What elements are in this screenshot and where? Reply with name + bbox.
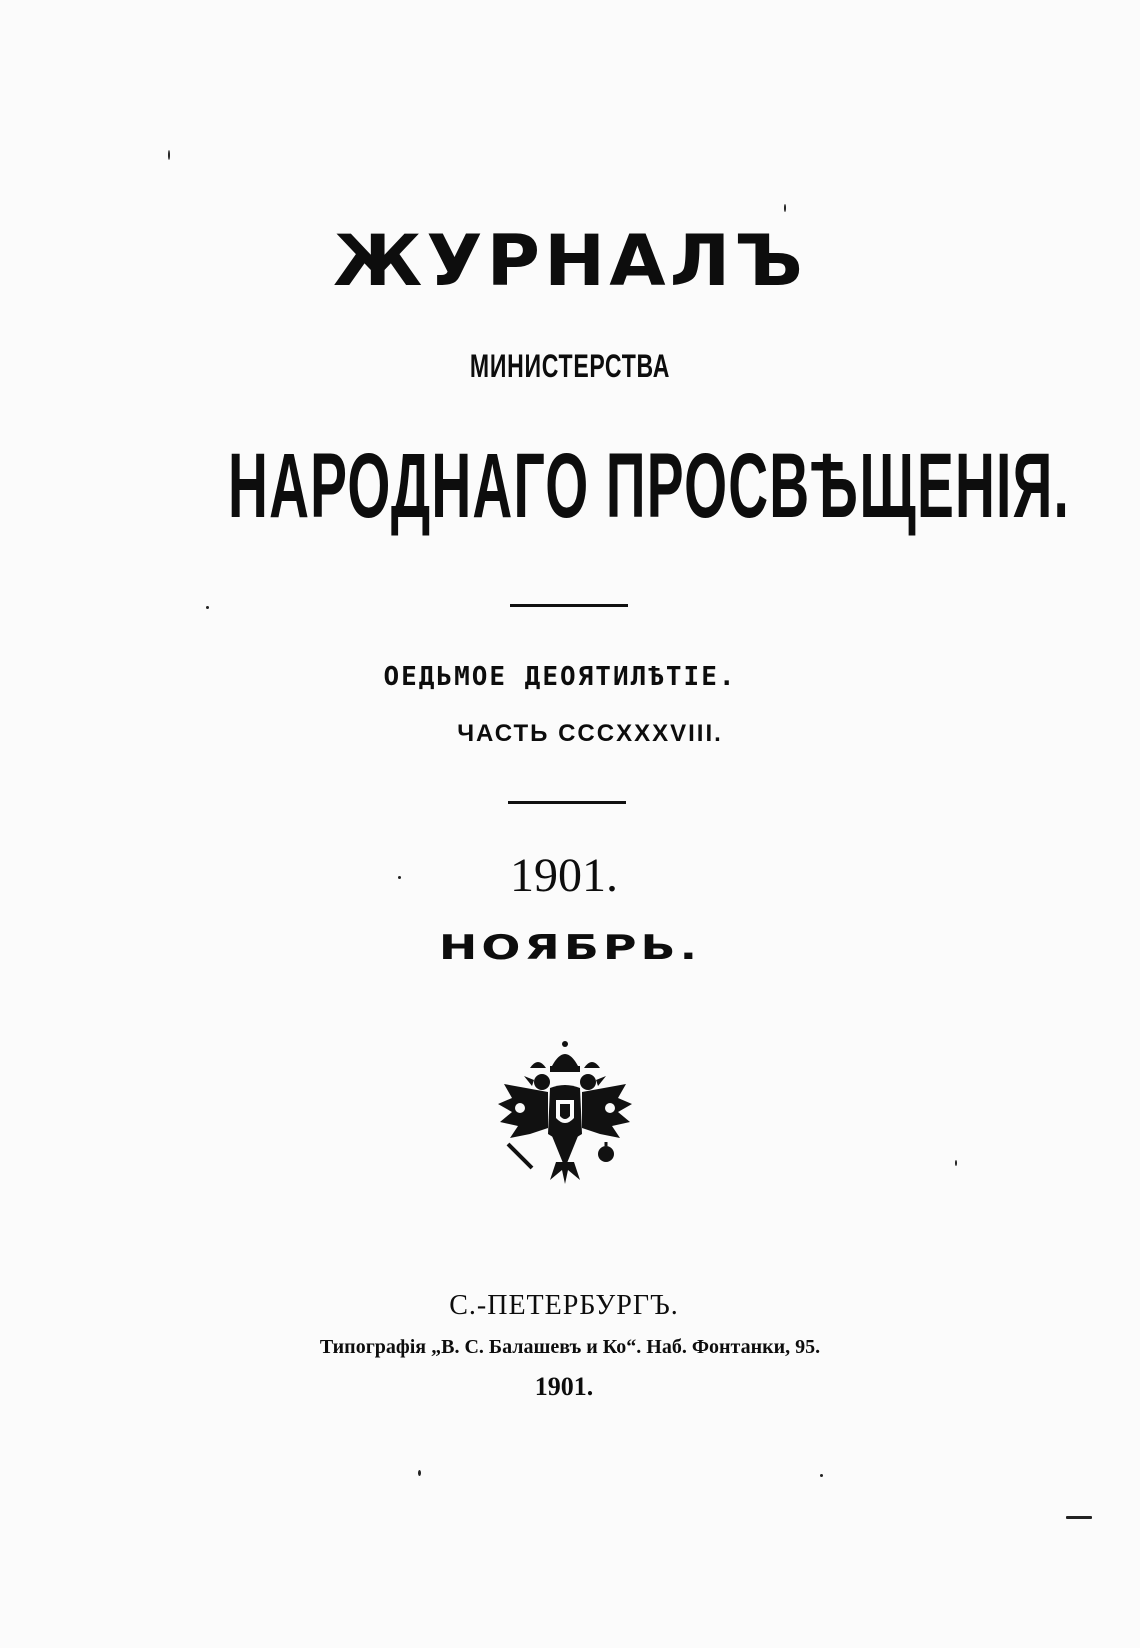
scan-speck: [398, 876, 401, 879]
issue-year: 1901.: [510, 849, 618, 902]
issue-month: НОЯБРЬ.: [438, 928, 702, 968]
scan-speck: [418, 1470, 421, 1476]
scan-speck: [206, 606, 209, 609]
divider-rule-top: [510, 604, 628, 607]
scan-speck: [955, 1160, 957, 1166]
part-line: ЧАСТЬ CCCXXXVIII.: [457, 720, 723, 747]
scan-speck: [820, 1474, 823, 1477]
enlightenment-title: НАРОДНАГО ПРОСВѢЩЕНІЯ.: [228, 435, 1071, 537]
imprint-press: Типографія „В. С. Балашевъ и Ко“. Наб. Фонтанки, 95.: [319, 1336, 821, 1358]
imprint-year: 1901.: [534, 1372, 594, 1401]
decade-line: ОЕДЬМОЕ ДЕОЯТИЛѢТІЕ.: [383, 662, 737, 692]
scan-speck: [1066, 1516, 1092, 1519]
ministry-subtitle: МИНИСТЕРСТВА: [469, 348, 671, 384]
imprint-city: С.-ПЕТЕРБУРГЪ.: [449, 1290, 679, 1321]
scan-speck: [168, 150, 170, 160]
divider-rule-bottom: [508, 801, 626, 804]
journal-title: ЖУРНАЛЪ: [333, 220, 807, 302]
scan-speck: [784, 204, 786, 212]
double-headed-eagle-emblem-icon: [490, 1038, 640, 1188]
